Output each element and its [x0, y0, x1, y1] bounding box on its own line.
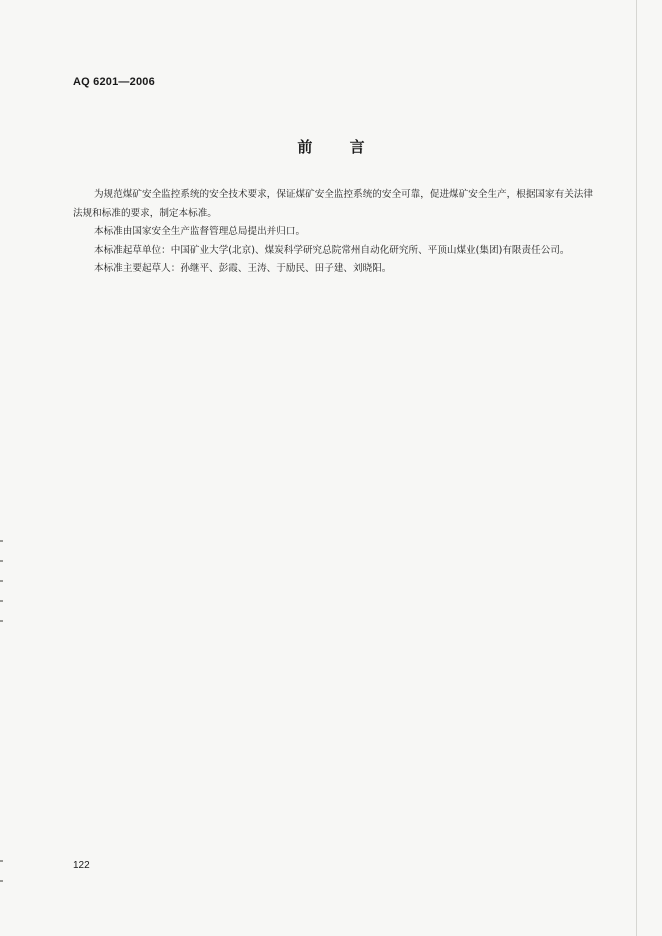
document-code: AQ 6201—2006	[73, 76, 155, 88]
foreword-title: 前 言	[297, 138, 381, 156]
foreword-body	[73, 186, 593, 279]
foreword-paragraph: 为规范煤矿安全监控系统的安全技术要求，保证煤矿安全监控系统的安全可靠，促进煤矿安全生产，根据国家有关法律法规和标准的要求，制定本标准。	[73, 189, 593, 219]
foreword-paragraph: 本标准由国家安全生产监督管理总局提出并归口。	[94, 226, 306, 237]
foreword-paragraph: 本标准起草单位：中国矿业大学(北京)、煤炭科学研究总院常州自动化研究所、平顶山煤业(集团)有限责任公司。	[94, 244, 570, 256]
page-number: 122	[73, 860, 90, 871]
foreword-paragraph: 本标准主要起草人：孙继平、彭霞、王涛、于励民、田子建、刘晓阳。	[94, 263, 392, 274]
